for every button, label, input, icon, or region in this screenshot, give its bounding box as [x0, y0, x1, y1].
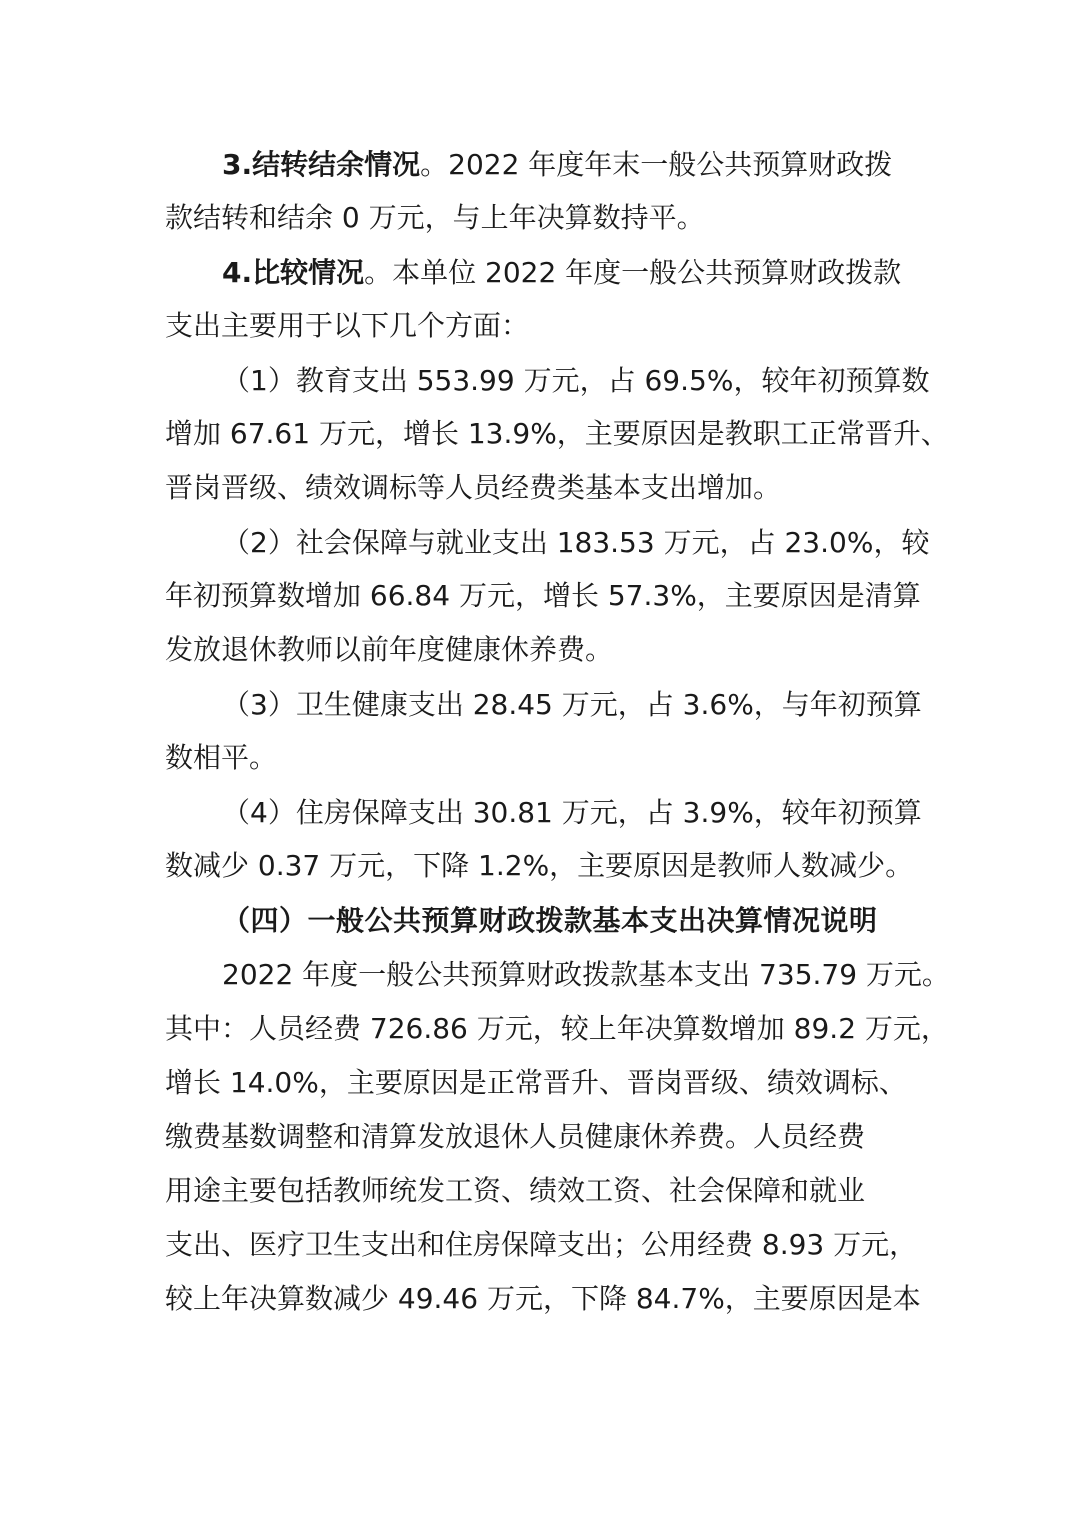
paragraph-basic-expenditure-line-2: 其中：人员经费 726.86 万元，较上年决算数增加 89.2 万元，: [165, 1012, 949, 1045]
paragraph-basic-expenditure-line-5: 用途主要包括教师统发工资、绩效工资、社会保障和就业: [165, 1174, 866, 1207]
item-health-line-1: （3）卫生健康支出 28.45 万元，占 3.6%，与年初预算: [222, 688, 922, 721]
item-social-security-line-2: 年初预算数增加 66.84 万元，增长 57.3%，主要原因是清算: [165, 579, 921, 612]
section-heading-4: （四）一般公共预算财政拨款基本支出决算情况说明: [222, 904, 878, 937]
paragraph-basic-expenditure-line-3: 增长 14.0%，主要原因是正常晋升、晋岗晋级、绩效调标、: [165, 1066, 907, 1099]
paragraph-carryover-label: 3.结转结余情况: [222, 148, 421, 181]
item-education-line-1: （1）教育支出 553.99 万元，占 69.5%，较年初预算数: [222, 364, 930, 397]
item-housing-line-1: （4）住房保障支出 30.81 万元，占 3.9%，较年初预算: [222, 796, 922, 829]
item-social-security-line-3: 发放退休教师以前年度健康休养费。: [165, 633, 614, 666]
paragraph-basic-expenditure-line-4: 缴费基数调整和清算发放退休人员健康休养费。人员经费: [165, 1120, 866, 1153]
paragraph-comparison-label: 4.比较情况: [222, 256, 365, 289]
paragraph-comparison-line-2: 支出主要用于以下几个方面：: [165, 309, 530, 342]
item-health-line-2: 数相平。: [165, 741, 278, 774]
item-social-security-line-1: （2）社会保障与就业支出 183.53 万元，占 23.0%，较: [222, 526, 930, 559]
paragraph-basic-expenditure-line-7: 较上年决算数减少 49.46 万元，下降 84.7%，主要原因是本: [165, 1282, 921, 1315]
paragraph-comparison-line-1: [222, 253, 901, 293]
paragraph-carryover-text: 。2022 年度年末一般公共预算财政拨: [420, 148, 893, 181]
paragraph-carryover-line-2: 款结转和结余 0 万元，与上年决算数持平。: [165, 201, 705, 234]
item-education-line-2: 增加 67.61 万元，增长 13.9%，主要原因是教职工正常晋升、: [165, 417, 949, 450]
item-education-line-3: 晋岗晋级、绩效调标等人员经费类基本支出增加。: [165, 471, 782, 504]
item-housing-line-2: 数减少 0.37 万元，下降 1.2%，主要原因是教师人数减少。: [165, 849, 914, 882]
paragraph-carryover-line-1: [222, 145, 892, 185]
paragraph-basic-expenditure-line-6: 支出、医疗卫生支出和住房保障支出；公用经费 8.93 万元，: [165, 1228, 918, 1261]
paragraph-comparison-text: 。本单位 2022 年度一般公共预算财政拨款: [364, 256, 902, 289]
paragraph-basic-expenditure-line-1: 2022 年度一般公共预算财政拨款基本支出 735.79 万元。: [222, 958, 950, 991]
